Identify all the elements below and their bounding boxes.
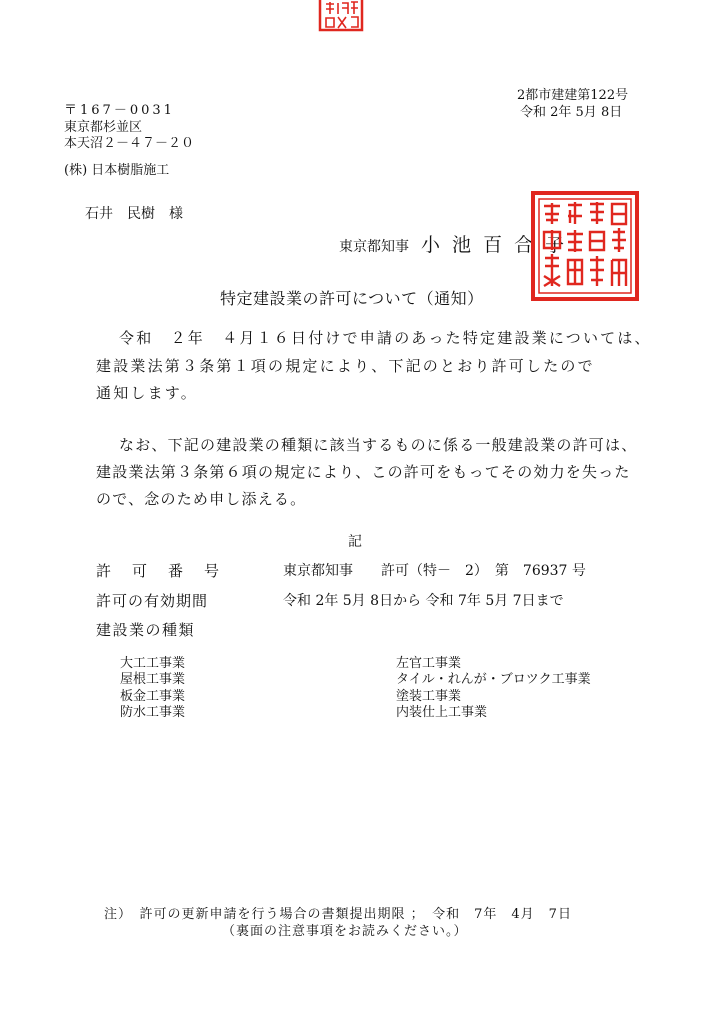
business-type-right-3: 塗装工事業 xyxy=(396,689,462,704)
paragraph-2-line-1: なお、下記の建設業の種類に該当するものに係る一般建設業の許可は、 xyxy=(119,436,638,454)
business-types-label: 建設業の種類 xyxy=(96,621,196,639)
paragraph-2-line-2: 建設業法第３条第６項の規定により、この許可をもってその効力を失った xyxy=(96,463,631,481)
paragraph-1-line-3: 通知します。 xyxy=(96,384,199,402)
permit-number-value: 東京都知事 許可（特－ 2） 第 76937 号 xyxy=(283,563,586,579)
renewal-note: 注） 許可の更新申請を行う場合の書類提出期限 ； 令和 7年 4月 7日 xyxy=(104,907,572,922)
sender-title: 東京都知事 xyxy=(339,239,409,255)
paragraph-2-line-3: ので、念のため申し添える。 xyxy=(96,490,307,508)
ki-heading: 記 xyxy=(348,534,362,550)
issue-date: 令和 2年 5月 8日 xyxy=(520,105,623,120)
document-subject: 特定建設業の許可について（通知） xyxy=(220,289,484,308)
validity-period-value: 令和 2年 5月 8日から 令和 7年 5月 7日まで xyxy=(283,593,564,609)
reference-number: 2都市建建第122号 xyxy=(517,88,629,103)
business-type-right-2: タイル・れんが・ブロツク工事業 xyxy=(396,672,591,687)
business-type-right-1: 左官工事業 xyxy=(396,656,462,671)
permit-number-label: 許 可 番 号 xyxy=(96,562,223,580)
recipient-name: 石井 民樹 様 xyxy=(85,206,183,222)
business-type-left-4: 防水工事業 xyxy=(120,705,186,720)
business-type-right-4: 内装仕上工事業 xyxy=(396,705,488,720)
address-line-2: 本天沼２－４７－２０ xyxy=(64,136,195,151)
top-seal-stamp xyxy=(318,0,364,34)
paragraph-1-line-2: 建設業法第３条第１項の規定により、下記のとおり許可したので xyxy=(96,357,595,375)
business-type-left-1: 大工工事業 xyxy=(120,656,186,671)
address-line-1: 東京都杉並区 xyxy=(64,120,143,135)
business-type-left-3: 板金工事業 xyxy=(120,689,186,704)
governor-official-seal xyxy=(530,190,640,302)
sender-name: 小 池 百 合 子 xyxy=(421,234,568,256)
paragraph-1-line-1: 令和 ２年 ４月１６日付けで申請のあった特定建設業については、 xyxy=(119,329,652,347)
business-type-left-2: 屋根工事業 xyxy=(120,672,186,687)
company-name: (株) 日本樹脂施工 xyxy=(64,163,170,178)
validity-period-label: 許可の有効期間 xyxy=(96,592,209,610)
renewal-note-sub: （裏面の注意事項をお読みください。） xyxy=(222,924,468,939)
postal-code: 〒167－0031 xyxy=(64,103,175,118)
